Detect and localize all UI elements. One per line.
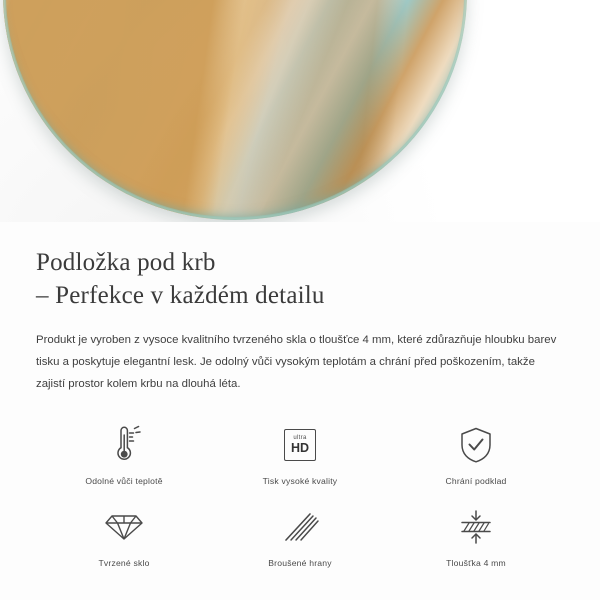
feature-item-thickness	[388, 504, 564, 568]
polished-edges-icon	[280, 504, 320, 550]
diamond-icon	[104, 504, 144, 550]
glass-plate-image	[3, 0, 467, 220]
ultra-hd-top-text: ultra	[293, 434, 307, 441]
ultra-hd-icon	[284, 422, 316, 468]
content-area	[0, 222, 600, 568]
feature-item-print-quality	[212, 422, 388, 486]
page-title	[36, 222, 564, 312]
feature-label: Tisk vysoké kvality	[262, 475, 338, 486]
feature-label: Tvrzené sklo	[98, 557, 150, 568]
thickness-arrows-icon	[454, 504, 498, 550]
feature-item-surface-protection	[388, 422, 564, 486]
hero-image	[0, 0, 600, 222]
feature-label: Chrání podklad	[445, 475, 507, 486]
feature-label: Broušené hrany	[268, 557, 332, 568]
headline-line-2: – Perfekce v každém detailu	[36, 282, 325, 309]
description-paragraph: Produkt je vyroben z vysoce kvalitního tvrzeného skla o tloušťce 4 mm, které zdůrazňuje hloubku barev tisku a poskytuje elegantní lesk. Je odolný vůči vysokým teplotám a chrání před poškozením, takže zajistí prostor kolem krbu na dlouhá léta.	[36, 334, 557, 390]
feature-item-temperature	[36, 422, 212, 486]
feature-label: Tloušťka 4 mm	[446, 557, 506, 568]
ultra-hd-bottom-text: HD	[290, 440, 310, 455]
feature-label: Odolné vůči teplotě	[85, 475, 163, 486]
feature-item-tempered-glass	[36, 504, 212, 568]
feature-grid	[36, 422, 564, 568]
headline-line-1: Podložka pod krb	[36, 249, 216, 276]
shield-check-icon	[459, 422, 493, 468]
feature-item-polished-edges	[212, 504, 388, 568]
thermometer-icon	[104, 422, 144, 468]
